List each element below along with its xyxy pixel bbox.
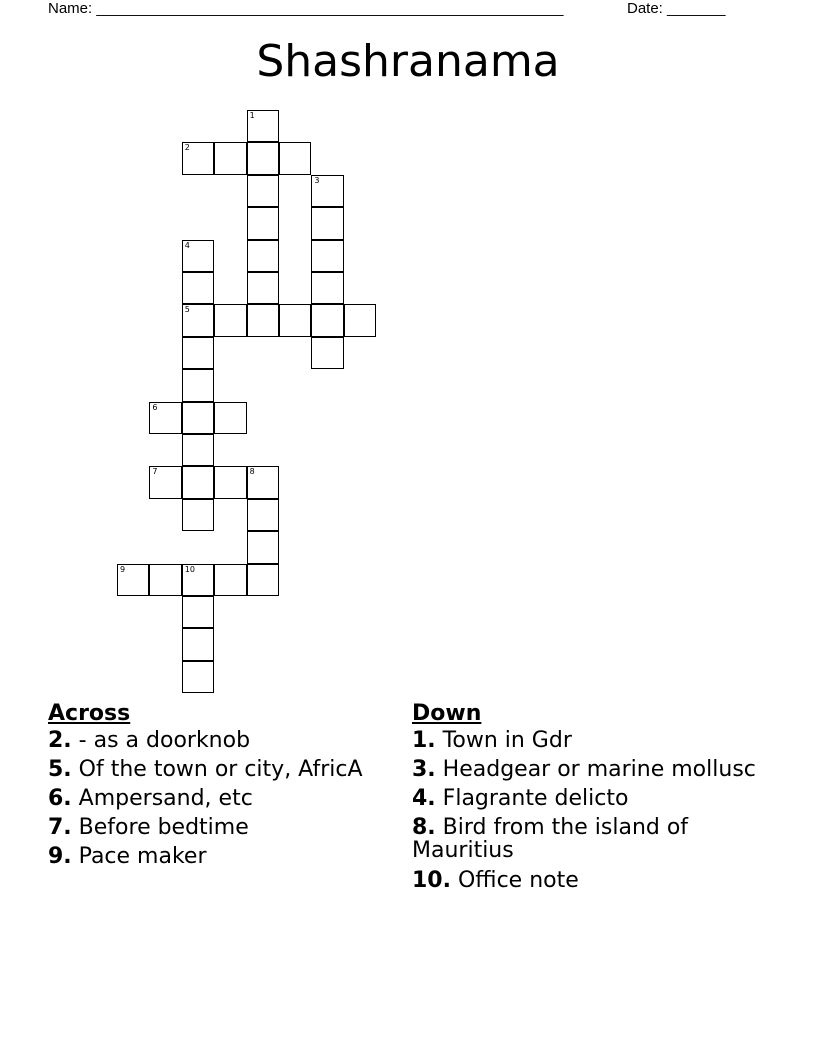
grid-cell[interactable] — [214, 402, 246, 434]
clue-text: Town in Gdr — [442, 728, 572, 754]
cell-number: 4 — [184, 240, 190, 250]
down-clues — [412, 702, 782, 898]
cell-number: 10 — [184, 564, 195, 574]
clue-number: 2. — [48, 728, 72, 754]
grid-cell[interactable] — [182, 596, 214, 628]
grid-cell[interactable] — [182, 369, 214, 401]
grid-cell[interactable] — [247, 142, 279, 174]
cell-number: 8 — [249, 467, 255, 477]
grid-cell[interactable] — [149, 564, 181, 596]
across-clue — [48, 729, 418, 752]
grid-cell[interactable] — [182, 142, 214, 174]
clue-text: Flagrante delicto — [442, 786, 629, 812]
down-clue — [412, 869, 782, 892]
cell-number: 3 — [314, 175, 320, 185]
grid-cell[interactable] — [182, 240, 214, 272]
down-clue — [412, 729, 782, 752]
cell-number: 2 — [184, 143, 190, 153]
down-clue — [412, 787, 782, 810]
grid-cell[interactable] — [311, 272, 343, 304]
down-heading: Down — [412, 701, 482, 726]
grid-cell[interactable] — [344, 304, 376, 336]
grid-cell[interactable] — [214, 304, 246, 336]
grid-cell[interactable] — [247, 466, 279, 498]
across-clues — [48, 702, 418, 875]
down-clue — [412, 816, 782, 862]
clue-number: 9. — [48, 844, 72, 870]
grid-cell[interactable] — [214, 466, 246, 498]
page-title: Shashranama — [256, 36, 560, 87]
clue-number: 6. — [48, 786, 72, 812]
clue-number: 7. — [48, 815, 72, 841]
grid-cell[interactable] — [247, 240, 279, 272]
clue-number: 8. — [412, 815, 436, 841]
grid-cell[interactable] — [247, 175, 279, 207]
grid-cell[interactable] — [117, 564, 149, 596]
grid-cell[interactable] — [149, 402, 181, 434]
grid-cell[interactable] — [311, 175, 343, 207]
grid-cell[interactable] — [247, 499, 279, 531]
date-field[interactable]: Date: _______ — [627, 0, 726, 17]
grid-cell[interactable] — [279, 142, 311, 174]
grid-cell[interactable] — [182, 628, 214, 660]
grid-cell[interactable] — [247, 564, 279, 596]
grid-cell[interactable] — [214, 142, 246, 174]
grid-cell[interactable] — [182, 304, 214, 336]
grid-cell[interactable] — [182, 564, 214, 596]
clue-number: 5. — [48, 757, 72, 783]
grid-cell[interactable] — [311, 304, 343, 336]
grid-cell[interactable] — [311, 240, 343, 272]
across-clue — [48, 816, 418, 839]
grid-cell[interactable] — [247, 207, 279, 239]
name-field[interactable]: Name: ________________________________________________________ — [48, 0, 564, 17]
grid-cell[interactable] — [279, 304, 311, 336]
grid-cell[interactable] — [182, 337, 214, 369]
grid-cell[interactable] — [311, 337, 343, 369]
grid-cell[interactable] — [247, 531, 279, 563]
grid-cell[interactable] — [149, 466, 181, 498]
clue-text: Ampersand, etc — [78, 786, 253, 812]
grid-cell[interactable] — [247, 272, 279, 304]
clue-number: 4. — [412, 786, 436, 812]
grid-cell[interactable] — [182, 434, 214, 466]
cell-number: 7 — [152, 467, 158, 477]
across-clue — [48, 787, 418, 810]
cell-number: 5 — [184, 305, 190, 315]
clue-number: 1. — [412, 728, 436, 754]
grid-cell[interactable] — [182, 466, 214, 498]
grid-cell[interactable] — [182, 272, 214, 304]
cell-number: 9 — [120, 564, 126, 574]
grid-cell[interactable] — [311, 207, 343, 239]
clue-text: Headgear or marine mollusc — [442, 757, 756, 783]
clue-text: Office note — [457, 867, 579, 893]
grid-cell[interactable] — [182, 499, 214, 531]
cell-number: 1 — [249, 111, 255, 120]
across-clue — [48, 758, 418, 781]
across-clue — [48, 845, 418, 868]
cell-number: 6 — [152, 402, 158, 412]
clue-number: 10. — [412, 867, 451, 893]
clue-text: Of the town or city, AfricA — [78, 757, 363, 783]
clue-text: - as a doorknob — [78, 728, 251, 754]
clue-text: Pace maker — [78, 844, 207, 870]
clue-text: Before bedtime — [78, 815, 249, 841]
grid-cell[interactable] — [214, 564, 246, 596]
grid-cell[interactable] — [247, 304, 279, 336]
clue-text: Bird from the island of Mauritius — [412, 815, 689, 864]
down-clue — [412, 758, 782, 781]
grid-cell[interactable] — [182, 402, 214, 434]
across-heading: Across — [48, 701, 131, 726]
clue-number: 3. — [412, 757, 436, 783]
grid-cell[interactable] — [247, 110, 279, 142]
grid-cell[interactable] — [182, 661, 214, 693]
